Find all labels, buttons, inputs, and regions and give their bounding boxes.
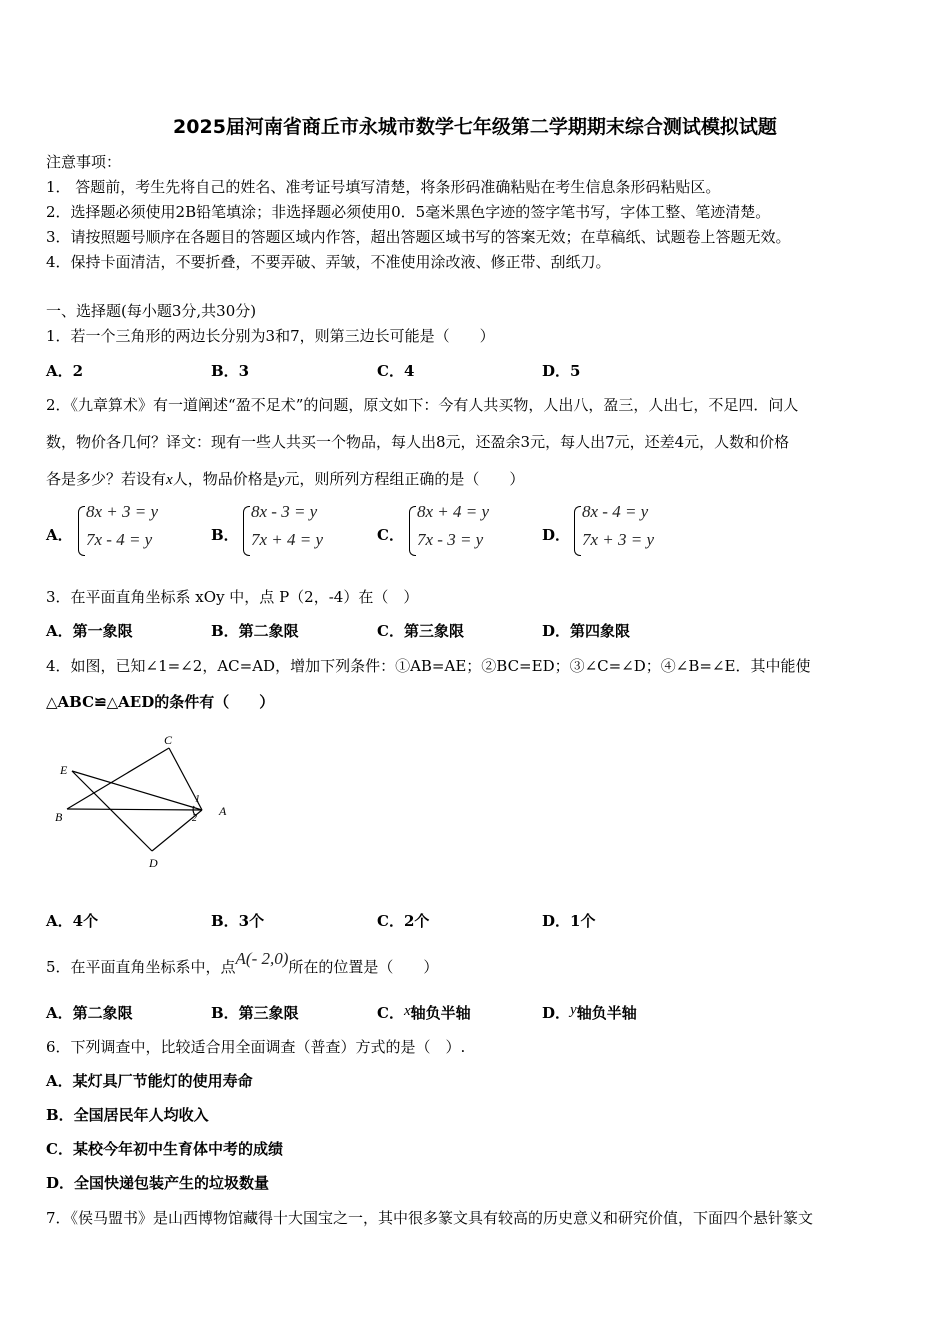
q4-option-c: C．2个 xyxy=(377,912,430,930)
q5-stem xyxy=(46,949,439,977)
q2-option-c-letter: C． xyxy=(377,526,404,544)
q6-option-b: B．全国居民年人均收入 xyxy=(46,1106,209,1124)
label-c: C xyxy=(164,733,173,747)
label-angle-2: 2 xyxy=(192,813,197,824)
q6-option-a: A．某灯具厂节能灯的使用寿命 xyxy=(46,1072,253,1090)
q2-var-x: x xyxy=(166,472,173,488)
q2-line-3-part-b: 人，物品价格是 xyxy=(172,470,278,488)
label-e: E xyxy=(60,763,68,777)
q4-option-a: A．4个 xyxy=(46,912,99,930)
q2-option-a-eq2: 7x - 4 = y xyxy=(86,530,153,549)
q2-line-1: 2．《九章算术》有一道阐述“盈不足术”的问题，原文如下：今有人共买物，人出八，盈三，人出七，不足四．问人 xyxy=(46,396,799,414)
q5-option-d-var: y xyxy=(570,1002,577,1018)
label-angle-1: 1 xyxy=(195,794,200,805)
q2-line-3-part-c: 元，则所列方程组正确的是（ ） xyxy=(284,470,525,488)
q2-option-a-eq1: 8x + 3 = y xyxy=(86,502,159,521)
brace-icon xyxy=(574,506,581,556)
brace-icon xyxy=(409,506,416,556)
q1-option-c: C．4 xyxy=(377,362,415,380)
q7-stem: 7．《侯马盟书》是山西博物馆藏得十大国宝之一，其中很多篆文具有较高的历史意义和研究价值，下面四个悬针篆文 xyxy=(46,1209,814,1227)
q2-option-d-eq1: 8x - 4 = y xyxy=(582,502,649,521)
q2-line-3 xyxy=(46,469,524,490)
q1-stem: 1．若一个三角形的两边长分别为3和7，则第三边长可能是（ ） xyxy=(46,327,495,345)
q4-line-1: 4．如图，已知∠1=∠2，AC=AD，增加下列条件：①AB=AE；②BC=ED；③∠C=∠D；④∠B=∠E．其中能使 xyxy=(46,657,811,675)
q3-stem: 3．在平面直角坐标系 xOy 中，点 P（2，-4）在（ ） xyxy=(46,588,419,606)
q6-stem: 6．下列调查中，比较适合用全面调查（普查）方式的是（ ）. xyxy=(46,1038,466,1056)
label-d: D xyxy=(149,856,158,870)
q5-option-c xyxy=(377,1003,471,1024)
segment-cb xyxy=(67,748,169,809)
q5-option-d xyxy=(542,1003,637,1024)
q4-option-d: D．1个 xyxy=(542,912,596,930)
notice-item-4: 4．保持卡面清洁，不要折叠，不要弄破、弄皱，不准使用涂改液、修正带、刮纸刀。 xyxy=(46,253,611,271)
q1-option-d: D．5 xyxy=(542,362,581,380)
q2-option-b-eq1: 8x - 3 = y xyxy=(251,502,318,521)
q2-option-c-eq1: 8x + 4 = y xyxy=(417,502,490,521)
q3-option-c: C．第三象限 xyxy=(377,622,464,640)
q5-option-c-letter: C． xyxy=(377,1004,404,1022)
triangle-diagram xyxy=(52,730,242,875)
q2-option-b-letter: B． xyxy=(211,526,239,544)
q4-line-2: △ABC≌△AED的条件有（ ） xyxy=(46,693,275,711)
q3-option-d: D．第四象限 xyxy=(542,622,631,640)
q5-point: A(- 2,0) xyxy=(235,949,289,968)
q2-line-2: 数，物价各几何？译文：现有一些人共买一个物品，每人出8元，还盈余3元，每人出7元，还差4元，人数和价格 xyxy=(46,433,790,451)
q4-option-b: B．3个 xyxy=(211,912,265,930)
notice-heading: 注意事项： xyxy=(46,153,122,171)
q3-option-a: A．第一象限 xyxy=(46,622,133,640)
q2-option-a-letter: A． xyxy=(46,526,73,544)
q5-stem-part-b: 所在的位置是（ ） xyxy=(288,958,439,976)
notice-item-3: 3．请按照题号顺序在各题目的答题区域内作答，超出答题区域书写的答案无效；在草稿纸、试题卷上答题无效。 xyxy=(46,228,791,246)
q5-option-d-letter: D． xyxy=(542,1004,571,1022)
q6-option-c: C．某校今年初中生育体中考的成绩 xyxy=(46,1140,283,1158)
q2-option-d-letter: D． xyxy=(542,526,571,544)
q2-var-y: y xyxy=(277,472,285,488)
q6-option-d: D．全国快递包装产生的垃圾数量 xyxy=(46,1174,270,1192)
label-a: A xyxy=(219,804,227,818)
q2-option-c-eq2: 7x - 3 = y xyxy=(417,530,484,549)
q5-option-d-text: 轴负半轴 xyxy=(576,1004,637,1022)
notice-item-2: 2．选择题必须使用2B铅笔填涂；非选择题必须使用0．5毫米黑色字迹的签字笔书写，字体工整、笔迹清楚。 xyxy=(46,203,771,221)
section-heading: 一、选择题(每小题3分,共30分) xyxy=(46,302,257,320)
q1-option-b: B．3 xyxy=(211,362,250,380)
q5-option-c-text: 轴负半轴 xyxy=(410,1004,471,1022)
brace-icon xyxy=(243,506,250,556)
q2-option-d-eq2: 7x + 3 = y xyxy=(582,530,655,549)
exam-title: 2025届河南省商丘市永城市数学七年级第二学期期末综合测试模拟试题 xyxy=(173,116,777,138)
triangle-figure xyxy=(52,730,242,875)
q2-line-3-part-a: 各是多少？若设有 xyxy=(46,470,167,488)
q5-option-b: B．第三象限 xyxy=(211,1004,299,1022)
q2-option-b-eq2: 7x + 4 = y xyxy=(251,530,324,549)
brace-icon xyxy=(78,506,85,556)
q5-stem-part-a: 5．在平面直角坐标系中，点 xyxy=(46,958,236,976)
q5-option-c-var: x xyxy=(403,1003,411,1019)
notice-item-1: 1． 答题前，考生先将自己的姓名、准考证号填写清楚，将条形码准确粘贴在考生信息条形码粘贴区。 xyxy=(46,178,721,196)
label-b: B xyxy=(55,810,63,824)
q1-option-a: A．2 xyxy=(46,362,84,380)
q5-option-a: A．第二象限 xyxy=(46,1004,133,1022)
q3-option-b: B．第二象限 xyxy=(211,622,299,640)
segment-ba xyxy=(67,809,202,810)
